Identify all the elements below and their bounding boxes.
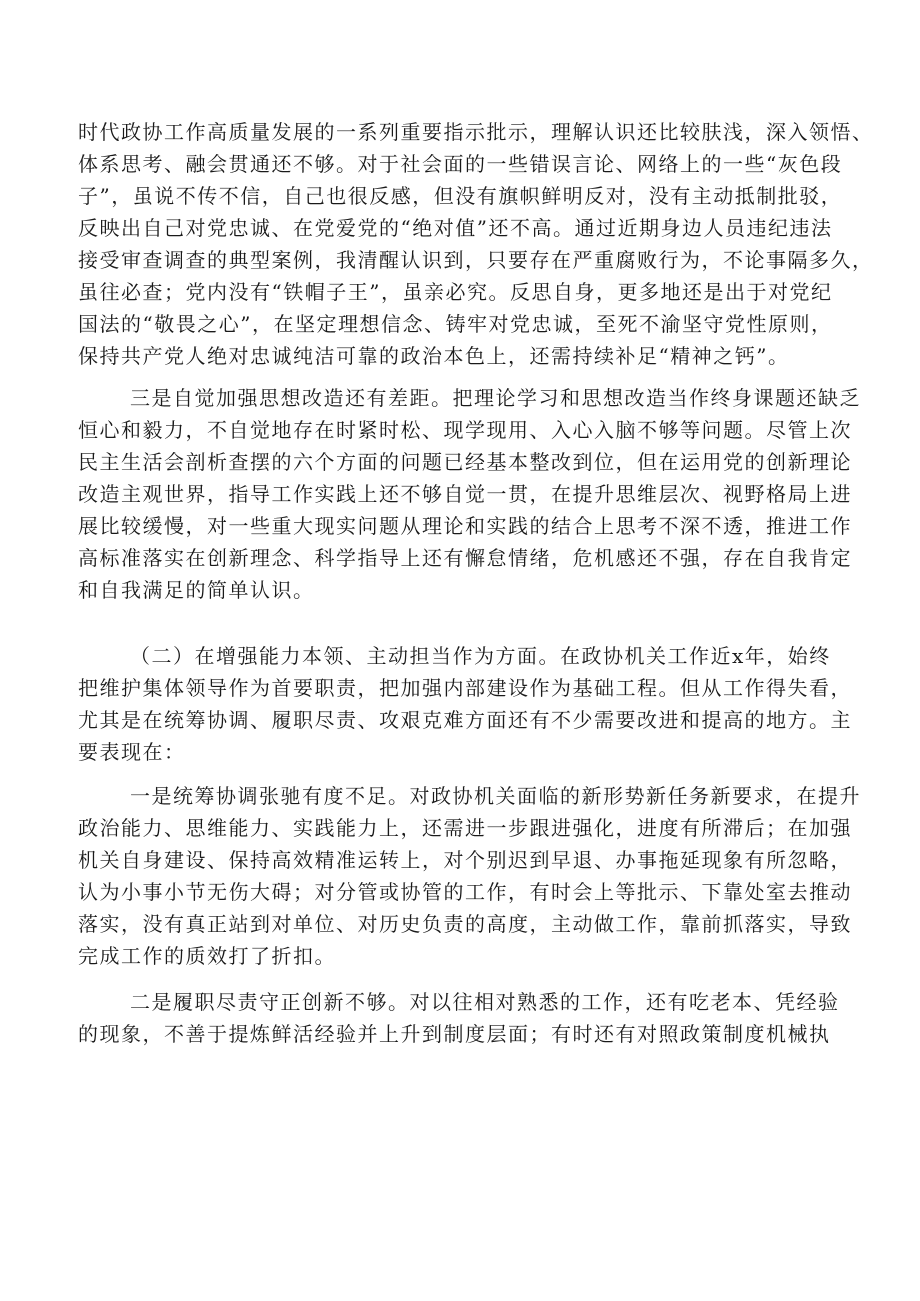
paragraph-line: 反映出自己对党忠诚、在党爱党的“绝对值”还不高。通过近期身边人员违纪违法 (78, 216, 833, 240)
paragraph-line: 政治能力、思维能力、实践能力上，还需进一步跟进强化，进度有所滞后；在加强 (78, 816, 852, 840)
paragraph-line: 恒心和毅力，不自觉地存在时紧时松、现学现用、入心入脑不够等问题。尽管上次 (78, 418, 852, 442)
paragraph-line: 一是统筹协调张驰有度不足。对政协机关面临的新形势新任务新要求，在提升 (130, 784, 861, 808)
paragraph-line: 和自我满足的简单认识。 (78, 578, 315, 602)
paragraph-line: 认为小事小节无伤大碍；对分管或协管的工作，有时会上等批示、下靠处室去推动 (78, 880, 852, 904)
paragraph-line: 国法的“敬畏之心”，在坚定理想信念、铸牢对党忠诚，至死不渝坚守党性原则， (78, 312, 833, 336)
section-heading-line: （二）在增强能力本领、主动担当作为方面。在政协机关工作近x年，始终 (130, 644, 831, 668)
paragraph-line: 高标准落实在创新理念、科学指导上还有懈怠情绪，危机感还不强，存在自我肯定 (78, 546, 852, 570)
paragraph-line: 时代政协工作高质量发展的一系列重要指示批示，理解认识还比较肤浅，深入领悟、 (78, 120, 874, 144)
paragraph-line: 虽往必查；党内没有“铁帽子王”，虽亲必究。反思自身，更多地还是出于对党纪 (78, 280, 833, 304)
paragraph-line: 的现象，不善于提炼鲜活经验并上升到制度层面；有时还有对照政策制度机械执 (78, 1022, 831, 1046)
paragraph-line: 尤其是在统筹协调、履职尽责、攻艰克难方面还有不少需要改进和提高的地方。主 (78, 708, 852, 732)
paragraph-line: 落实，没有真正站到对单位、对历史负责的高度，主动做工作，靠前抓落实，导致 (78, 912, 852, 936)
paragraph-line: 机关自身建设、保持高效精准运转上，对个别迟到早退、办事拖延现象有所忽略， (78, 848, 852, 872)
paragraph-line: 民主生活会剖析查摆的六个方面的问题已经基本整改到位，但在运用党的创新理论 (78, 450, 852, 474)
paragraph-line: 体系思考、融会贯通还不够。对于社会面的一些错误言论、网络上的一些“灰色段 (78, 152, 843, 176)
paragraph-line: 要表现在： (78, 740, 186, 764)
paragraph-line: 二是履职尽责守正创新不够。对以往相对熟悉的工作，还有吃老本、凭经验 (130, 990, 840, 1014)
paragraph-line: 完成工作的质效打了折扣。 (78, 944, 336, 968)
paragraph-line: 展比较缓慢，对一些重大现实问题从理论和实践的结合上思考不深不透，推进工作 (78, 514, 852, 538)
paragraph-line: 把维护集体领导作为首要职责，把加强内部建设作为基础工程。但从工作得失看， (78, 676, 852, 700)
paragraph-line: 接受审查调查的典型案例，我清醒认识到，只要存在严重腐败行为，不论事隔多久， (78, 248, 874, 272)
paragraph-line: 改造主观世界，指导工作实践上还不够自觉一贯，在提升思维层次、视野格局上进 (78, 482, 852, 506)
paragraph-line: 子”，虽说不传不信，自己也很反感，但没有旗帜鲜明反对，没有主动抵制批驳， (78, 184, 843, 208)
paragraph-line: 三是自觉加强思想改造还有差距。把理论学习和思想改造当作终身课题还缺乏 (130, 386, 861, 410)
paragraph-line: 保持共产党人绝对忠诚纯洁可靠的政治本色上，还需持续补足“精神之钙”。 (78, 344, 790, 368)
